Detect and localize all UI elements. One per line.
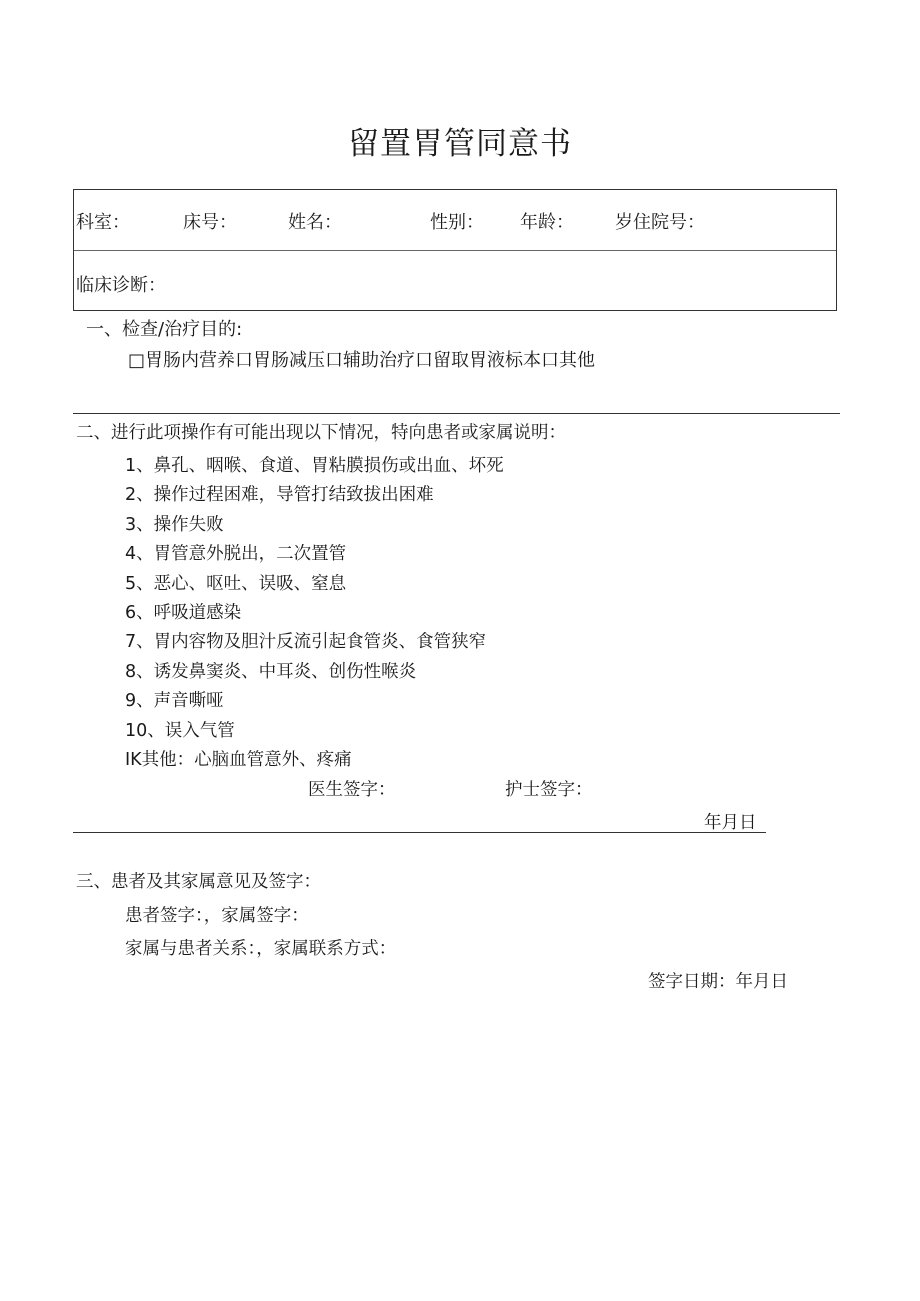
signature-date-label: 签字日期：年月日	[648, 972, 788, 992]
section-divider	[73, 413, 840, 414]
department-label: 科室：	[76, 212, 130, 233]
list-item: IK其他：心脑血管意外、疼痛	[125, 750, 352, 770]
list-item: 4、胃管意外脱出，二次置管	[125, 544, 347, 564]
date-underline	[73, 832, 766, 833]
list-item: 6、呼吸道感染	[125, 603, 242, 623]
doctor-signature-label: 医生签字：	[308, 780, 396, 800]
purpose-options: □胃肠内营养口胃肠减压口辅助治疗口留取胃液标本口其他	[128, 350, 596, 371]
relation-line: 家属与患者关系：，家属联系方式：	[125, 939, 397, 959]
diagnosis-label: 临床诊断：	[76, 275, 166, 296]
section2-heading: 二、进行此项操作有可能出现以下情况，特向患者或家属说明：	[76, 423, 566, 443]
section3-heading: 三、患者及其家属意见及签字：	[76, 872, 321, 892]
name-label: 姓名：	[288, 212, 342, 233]
nurse-signature-label: 护士签字：	[505, 780, 593, 800]
patient-signature-line: 患者签字：，家属签字：	[125, 906, 309, 926]
list-item: 1、鼻孔、咽喉、食道、胃粘膜损伤或出血、坏死	[125, 456, 504, 476]
admission-number-label: 岁住院号：	[615, 212, 705, 233]
list-item: 7、胃内容物及胆汁反流引起食管炎、食管狭窄	[125, 632, 487, 652]
doctor-date-label: 年月日	[704, 813, 757, 833]
page-title: 留置胃管同意书	[348, 126, 572, 162]
list-item: 2、操作过程困难，导管打结致拔出困难	[125, 485, 434, 505]
list-item: 10、误入气管	[125, 721, 235, 741]
section1-heading: 一、检查/治疗目的:	[86, 319, 243, 340]
table-divider	[74, 250, 836, 251]
list-item: 9、声音嘶哑	[125, 691, 224, 711]
gender-label: 性别：	[430, 212, 484, 233]
list-item: 5、恶心、呕吐、误吸、窒息	[125, 574, 347, 594]
list-item: 8、诱发鼻窦炎、中耳炎、创伤性喉炎	[125, 662, 417, 682]
list-item: 3、操作失败	[125, 515, 224, 535]
bed-label: 床号：	[183, 212, 237, 233]
age-label: 年龄：	[520, 212, 574, 233]
